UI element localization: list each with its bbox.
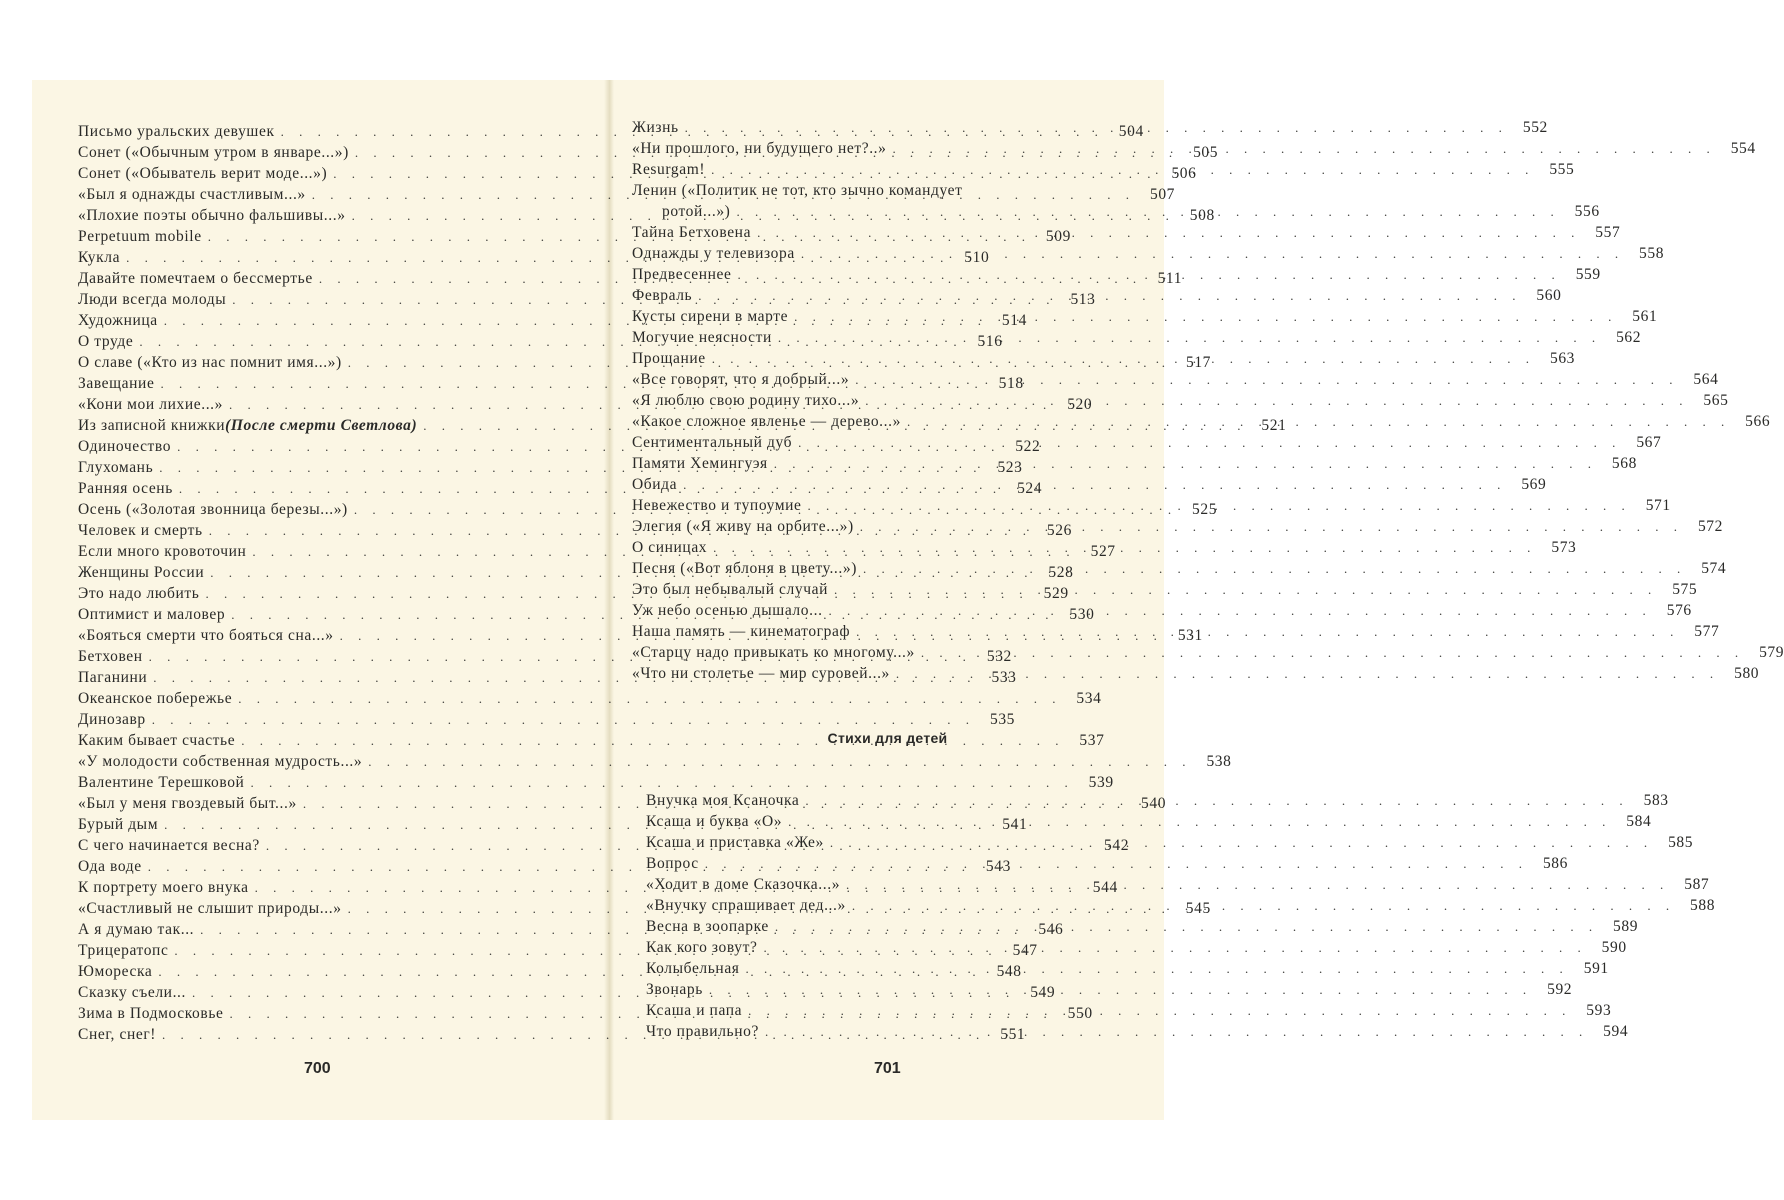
- toc-entry-page: 537: [1079, 732, 1105, 749]
- dot-leader: [775, 916, 1598, 937]
- toc-entry-title: Паганини: [78, 669, 148, 686]
- toc-entry-title: «Был я однажды счастливым...»: [78, 186, 306, 203]
- dot-leader: [863, 558, 1686, 579]
- toc-entry: [632, 285, 1562, 306]
- toc-entry-page: 576: [1666, 602, 1692, 619]
- toc-entry-page: 552: [1522, 119, 1548, 136]
- dot-leader: [765, 1021, 1588, 1042]
- toc-entry-page: 525: [1192, 501, 1218, 518]
- toc-entry-page: 564: [1693, 371, 1719, 388]
- toc-entry: [632, 453, 1637, 474]
- toc-entry-title: К портрету моего внука: [78, 879, 249, 896]
- dot-leader: [713, 537, 1536, 558]
- toc-entry-page: 584: [1626, 813, 1652, 830]
- dot-leader: [855, 369, 1678, 390]
- toc-entry: [646, 958, 1609, 979]
- dot-leader: [746, 958, 1569, 979]
- dot-leader: [846, 874, 1669, 895]
- toc-entry-page: 504: [1118, 123, 1144, 140]
- dot-leader: [798, 432, 1621, 453]
- toc-entry-title: Давайте помечтаем о бессмертье: [78, 270, 313, 287]
- toc-entry-page: 583: [1643, 792, 1669, 809]
- toc-entry-title: Уж небо осенью дышало...: [632, 602, 823, 619]
- toc-entry-title: Тайна Бетховена: [632, 224, 752, 241]
- toc-entry-page: 511: [1157, 270, 1183, 287]
- toc-entry-title: Человек и смерть: [78, 522, 203, 539]
- section-heading-children: Стихи для детей: [827, 730, 948, 746]
- dot-leader: [368, 751, 1191, 772]
- toc-entry-title: Динозавр: [78, 711, 146, 728]
- toc-entry-page: 575: [1672, 581, 1698, 598]
- dot-leader: [893, 138, 1716, 159]
- toc-entry-page: 524: [1017, 480, 1043, 497]
- toc-entry-page: 535: [989, 711, 1016, 728]
- toc-entry-title: Вопрос: [646, 855, 699, 872]
- toc-entry-title: «Я люблю свою родину тихо...»: [632, 392, 860, 409]
- toc-entry-title: Глухомань: [78, 459, 154, 476]
- toc-entry-title: «Все говорят, что я добрый...»: [632, 371, 850, 388]
- toc-entry-page: 543: [985, 858, 1011, 875]
- toc-entry-title: Ода воде: [78, 858, 142, 875]
- toc-entry-page: 534: [1076, 690, 1102, 707]
- toc-entry-title: Юмореска: [78, 963, 153, 980]
- toc-entry-page: 590: [1601, 939, 1627, 956]
- toc-entry-page: 544: [1092, 879, 1118, 896]
- dot-leader: [829, 600, 1652, 621]
- toc-entry-title: Могучие неясности: [632, 329, 772, 346]
- toc-entry-title: Оптимист и маловер: [78, 606, 226, 623]
- toc-entry: [646, 1021, 1629, 1042]
- toc-entry-title: Это надо любить: [78, 585, 200, 602]
- toc-entry-page: 555: [1549, 161, 1575, 178]
- toc-entry-title: А я думаю так...: [78, 921, 195, 938]
- dot-leader: [860, 516, 1683, 537]
- dot-leader: [794, 306, 1617, 327]
- toc-entry: [646, 853, 1568, 874]
- dot-leader: [907, 411, 1730, 432]
- dot-leader: [921, 642, 1744, 663]
- toc-entry-title: Зима в Подмосковье: [78, 1005, 224, 1022]
- toc-entry-page: 580: [1734, 665, 1760, 682]
- toc-entry-page: 520: [1067, 396, 1093, 413]
- toc-entry: [78, 688, 1102, 709]
- toc-entry-title: Perpetuum mobile: [78, 228, 202, 245]
- toc-entry-title: Однажды у телевизора: [632, 245, 795, 262]
- toc-entry-page: 513: [1070, 291, 1096, 308]
- toc-entry-title: Сказку съели...: [78, 984, 187, 1001]
- toc-entry-title: Предвесеннее: [632, 266, 732, 283]
- toc-entry-title: Письмо уральских девушек: [78, 123, 275, 140]
- toc-entry-page: 523: [997, 459, 1023, 476]
- toc-entry-page: 554: [1730, 140, 1756, 157]
- dot-leader: [801, 243, 1624, 264]
- toc-entry-page: 594: [1603, 1023, 1629, 1040]
- toc-entry-title: Кукла: [78, 249, 121, 266]
- dot-leader: [808, 495, 1631, 516]
- dot-leader: [763, 937, 1586, 958]
- toc-entry: [646, 979, 1573, 1000]
- toc-entry-title: «Ни прошлого, ни будущего нет?..»: [632, 140, 887, 157]
- toc-entry: [646, 811, 1652, 832]
- toc-entry-page: 557: [1595, 224, 1621, 241]
- toc-entry-title: Художница: [78, 312, 158, 329]
- dot-leader: [698, 285, 1521, 306]
- toc-entry-title: Невежество и тупоумие: [632, 497, 802, 514]
- toc-entry-title: Осень («Золотая звонница березы...»): [78, 501, 348, 518]
- toc-entry-page: 514: [1001, 312, 1027, 329]
- toc-entry: [632, 222, 1621, 243]
- dot-leader: [834, 579, 1657, 600]
- toc-entry-title: «Был у меня гвоздевый быт...»: [78, 795, 297, 812]
- dot-leader: [685, 117, 1508, 138]
- toc-entry: [632, 369, 1719, 390]
- toc-entry-title: «Старцу надо привыкать ко многому...»: [632, 644, 915, 661]
- toc-entry-title: Бурый дым: [78, 816, 159, 833]
- toc-entry: [78, 751, 1232, 772]
- toc-entry-title: Памяти Хемингуэя: [632, 455, 768, 472]
- toc-entry-page: 563: [1549, 350, 1576, 367]
- toc-entry-page: 560: [1536, 287, 1562, 304]
- toc-entry-title: Как кого зовут?: [646, 939, 758, 956]
- toc-entry: [78, 772, 1114, 793]
- toc-entry-page: 526: [1046, 522, 1072, 539]
- toc-entry: [646, 1000, 1612, 1021]
- toc-entry-title: Люди всегда молоды: [78, 291, 227, 308]
- toc-entry-title: Что правильно?: [646, 1023, 759, 1040]
- toc-entry-title: Весна в зоопарке: [646, 918, 769, 935]
- dot-leader: [709, 979, 1532, 1000]
- toc-entry: [632, 663, 1760, 684]
- toc-entry-page: 516: [977, 333, 1003, 350]
- toc-entry-page: 518: [998, 375, 1024, 392]
- toc-entry-page: 529: [1043, 585, 1069, 602]
- toc-entry-page: 566: [1745, 413, 1771, 430]
- toc-entry-title: Одиночество: [78, 438, 172, 455]
- toc-entry-title: «Что ни столетье — мир суровей...»: [632, 665, 890, 682]
- dot-leader: [683, 474, 1506, 495]
- toc-entry-title: Ксаша и папа: [646, 1002, 743, 1019]
- toc-entry-page: 558: [1639, 245, 1665, 262]
- toc-entry-title: Каким бывает счастье: [78, 732, 236, 749]
- toc-entry-title: Колыбельная: [646, 960, 740, 977]
- toc-entry-page: 533: [991, 669, 1017, 686]
- toc-entry-title: Ранняя осень: [78, 480, 173, 497]
- toc-entry-title: Снег, снег!: [78, 1026, 157, 1043]
- toc-entry-title: «Счастливый не слышит природы...»: [78, 900, 342, 917]
- toc-entry: [632, 537, 1577, 558]
- toc-entry-title: Внучка моя Ксаночка: [646, 792, 800, 809]
- toc-entry-page: 587: [1684, 876, 1710, 893]
- toc-entry-title: Наша память — кинематограф: [632, 623, 851, 640]
- toc-entry: [646, 916, 1639, 937]
- toc-entry-title: «Кони мои лихие...»: [78, 396, 223, 413]
- toc-entry-page: 538: [1206, 753, 1232, 770]
- dot-leader: [736, 201, 1559, 222]
- dot-leader: [896, 663, 1719, 684]
- toc-entry-page: 506: [1171, 165, 1197, 182]
- toc-entry-title: «Бояться смерти что бояться сна...»: [78, 627, 334, 644]
- dot-leader: [856, 621, 1679, 642]
- toc-entry-page: 531: [1177, 627, 1203, 644]
- toc-entry: [646, 832, 1694, 853]
- toc-entry-page: 517: [1185, 354, 1212, 371]
- toc-entry-page: 586: [1542, 855, 1568, 872]
- toc-entry-title: Resurgam!: [632, 161, 706, 178]
- toc-entry-title: Звонарь: [646, 981, 703, 998]
- toc-entry: [632, 180, 1120, 201]
- toc-entry-title-cont: ротой...»): [662, 203, 731, 220]
- toc-entry-page: 585: [1668, 834, 1694, 851]
- toc-entry: [632, 243, 1665, 264]
- toc-entry-page: 567: [1636, 434, 1662, 451]
- toc-entry-page: 573: [1551, 539, 1577, 556]
- dot-leader: [865, 390, 1688, 411]
- toc-entry-page: 589: [1613, 918, 1639, 935]
- toc-entry: [646, 937, 1627, 958]
- dot-leader: [738, 264, 1561, 285]
- page-number-left: 700: [304, 1060, 331, 1077]
- toc-entry-page: 532: [986, 648, 1012, 665]
- toc-entry-title: Сонет («Обыватель верит моде...»): [78, 165, 328, 182]
- dot-leader: [778, 327, 1601, 348]
- toc-entry-page: 546: [1038, 921, 1064, 938]
- dot-leader: [757, 222, 1580, 243]
- toc-entry: [632, 390, 1729, 411]
- toc-entry-page: 568: [1611, 455, 1637, 472]
- toc-entry-title: Кусты сирени в марте: [632, 308, 789, 325]
- toc-entry-title: «У молодости собственная мудрость...»: [78, 753, 363, 770]
- toc-entry: [632, 306, 1658, 327]
- toc-entry-page: 588: [1690, 897, 1716, 914]
- toc-entry-page: 574: [1701, 560, 1727, 577]
- toc-entry-title: «Какое сложное явленье — дерево...»: [632, 413, 901, 430]
- toc-entry-title: Женщины России: [78, 564, 205, 581]
- toc-entry-page: 565: [1703, 392, 1729, 409]
- toc-entry-title: «Ходит в доме Сказочка...»: [646, 876, 841, 893]
- toc-entry: [646, 874, 1710, 895]
- toc-entry-title: Обида: [632, 476, 678, 493]
- toc-entry-page: 522: [1015, 438, 1041, 455]
- toc-entry-title: Ксаша и приставка «Же»: [646, 834, 824, 851]
- dot-leader: [788, 811, 1611, 832]
- toc-entry-page: 507: [1149, 186, 1176, 203]
- page-number-right: 701: [874, 1060, 901, 1077]
- toc-entry-page: 540: [1141, 795, 1167, 812]
- toc-entry-title: С чего начинается весна?: [78, 837, 260, 854]
- toc-entry-page: 545: [1185, 900, 1211, 917]
- toc-entry-page: 508: [1189, 207, 1215, 224]
- toc-entry-title: О синицах: [632, 539, 708, 556]
- toc-entry-page: 571: [1645, 497, 1671, 514]
- toc-entry: [632, 579, 1698, 600]
- toc-entry-title: О славе («Кто из нас помнит имя...»): [78, 354, 342, 371]
- toc-entry-page: 530: [1069, 606, 1095, 623]
- toc-entry-page: 593: [1586, 1002, 1612, 1019]
- toc-entry-page: 579: [1759, 644, 1784, 661]
- toc-entry-title: Ленин («Политик не тот, кто зычно командует: [632, 182, 963, 199]
- toc-entry: [632, 327, 1642, 348]
- toc-entry-page: 561: [1632, 308, 1658, 325]
- dot-leader: [852, 895, 1675, 916]
- toc-entry-title: Сентиментальный дуб: [632, 434, 793, 451]
- toc-entry-title: Песня («Вот яблоня в цвету...»): [632, 560, 857, 577]
- toc-entry-title: Океанское побережье: [78, 690, 233, 707]
- toc-entry-page: 572: [1697, 518, 1724, 535]
- toc-entry-page: 505: [1193, 144, 1219, 161]
- dot-leader: [711, 159, 1534, 180]
- dot-leader: [712, 348, 1535, 369]
- toc-entry-page: 527: [1090, 543, 1116, 560]
- toc-entry-page: 539: [1088, 774, 1114, 791]
- toc-entry-page: 509: [1045, 228, 1071, 245]
- toc-entry: [78, 709, 1016, 730]
- toc-entry-page: 521: [1261, 417, 1287, 434]
- toc-entry-title: «Внучку спрашивает дед...»: [646, 897, 846, 914]
- toc-entry-title: «Плохие поэты обычно фальшивы...»: [78, 207, 346, 224]
- toc-entry: [632, 642, 1784, 663]
- toc-entry-note: (После смерти Светлова): [225, 417, 418, 434]
- toc-entry-page: 592: [1547, 981, 1573, 998]
- toc-entry-page: 528: [1048, 564, 1074, 581]
- toc-entry-page: 541: [1002, 816, 1028, 833]
- dot-leader: [748, 1000, 1571, 1021]
- toc-entry: [632, 600, 1692, 621]
- toc-entry-title: Элегия («Я живу на орбите...»): [632, 518, 854, 535]
- toc-entry-page: 569: [1521, 476, 1547, 493]
- toc-entry-page: 510: [964, 249, 990, 266]
- toc-entry: [632, 516, 1724, 537]
- toc-entry-page: 591: [1583, 960, 1609, 977]
- toc-entry-page: 559: [1575, 266, 1601, 283]
- dot-leader: [830, 832, 1653, 853]
- toc-entry-title: Это был небывалый случай: [632, 581, 828, 598]
- toc-entry-title: Бетховен: [78, 648, 143, 665]
- toc-entry-page: 550: [1067, 1005, 1093, 1022]
- toc-entry-page: 551: [1000, 1026, 1026, 1043]
- dot-leader: [238, 688, 1061, 709]
- toc-entry-page: 577: [1694, 623, 1720, 640]
- toc-entry-page: 562: [1616, 329, 1642, 346]
- toc-entry-title: О труде: [78, 333, 134, 350]
- dot-leader: [705, 853, 1528, 874]
- toc-entry: [632, 558, 1727, 579]
- toc-entry-title: Валентине Терешковой: [78, 774, 245, 791]
- toc-entry-page: 556: [1574, 203, 1600, 220]
- toc-entry-title: Трицератопс: [78, 942, 169, 959]
- toc-entry: [632, 474, 1547, 495]
- toc-entry-page: 542: [1104, 837, 1130, 854]
- toc-entry-title: Если много кровоточин: [78, 543, 247, 560]
- toc-entry-title: Ксаша и буква «О»: [646, 813, 783, 830]
- toc-entry-title: Прощание: [632, 350, 706, 367]
- toc-entry-title: Сонет («Обычным утром в январе...»): [78, 144, 349, 161]
- toc-entry-title: Февраль: [632, 287, 693, 304]
- toc-entry-title: Из записной книжки: [78, 417, 226, 434]
- toc-entry-title: Жизнь: [632, 119, 679, 136]
- dot-leader: [774, 453, 1597, 474]
- dot-leader: [805, 790, 1628, 811]
- toc-entry-page: 549: [1030, 984, 1056, 1001]
- toc-entry-page: 548: [996, 963, 1022, 980]
- toc-entry-title: Завещание: [78, 375, 155, 392]
- toc-entry-page: 547: [1012, 942, 1038, 959]
- dot-leader: [152, 709, 975, 730]
- toc-entry: [632, 432, 1662, 453]
